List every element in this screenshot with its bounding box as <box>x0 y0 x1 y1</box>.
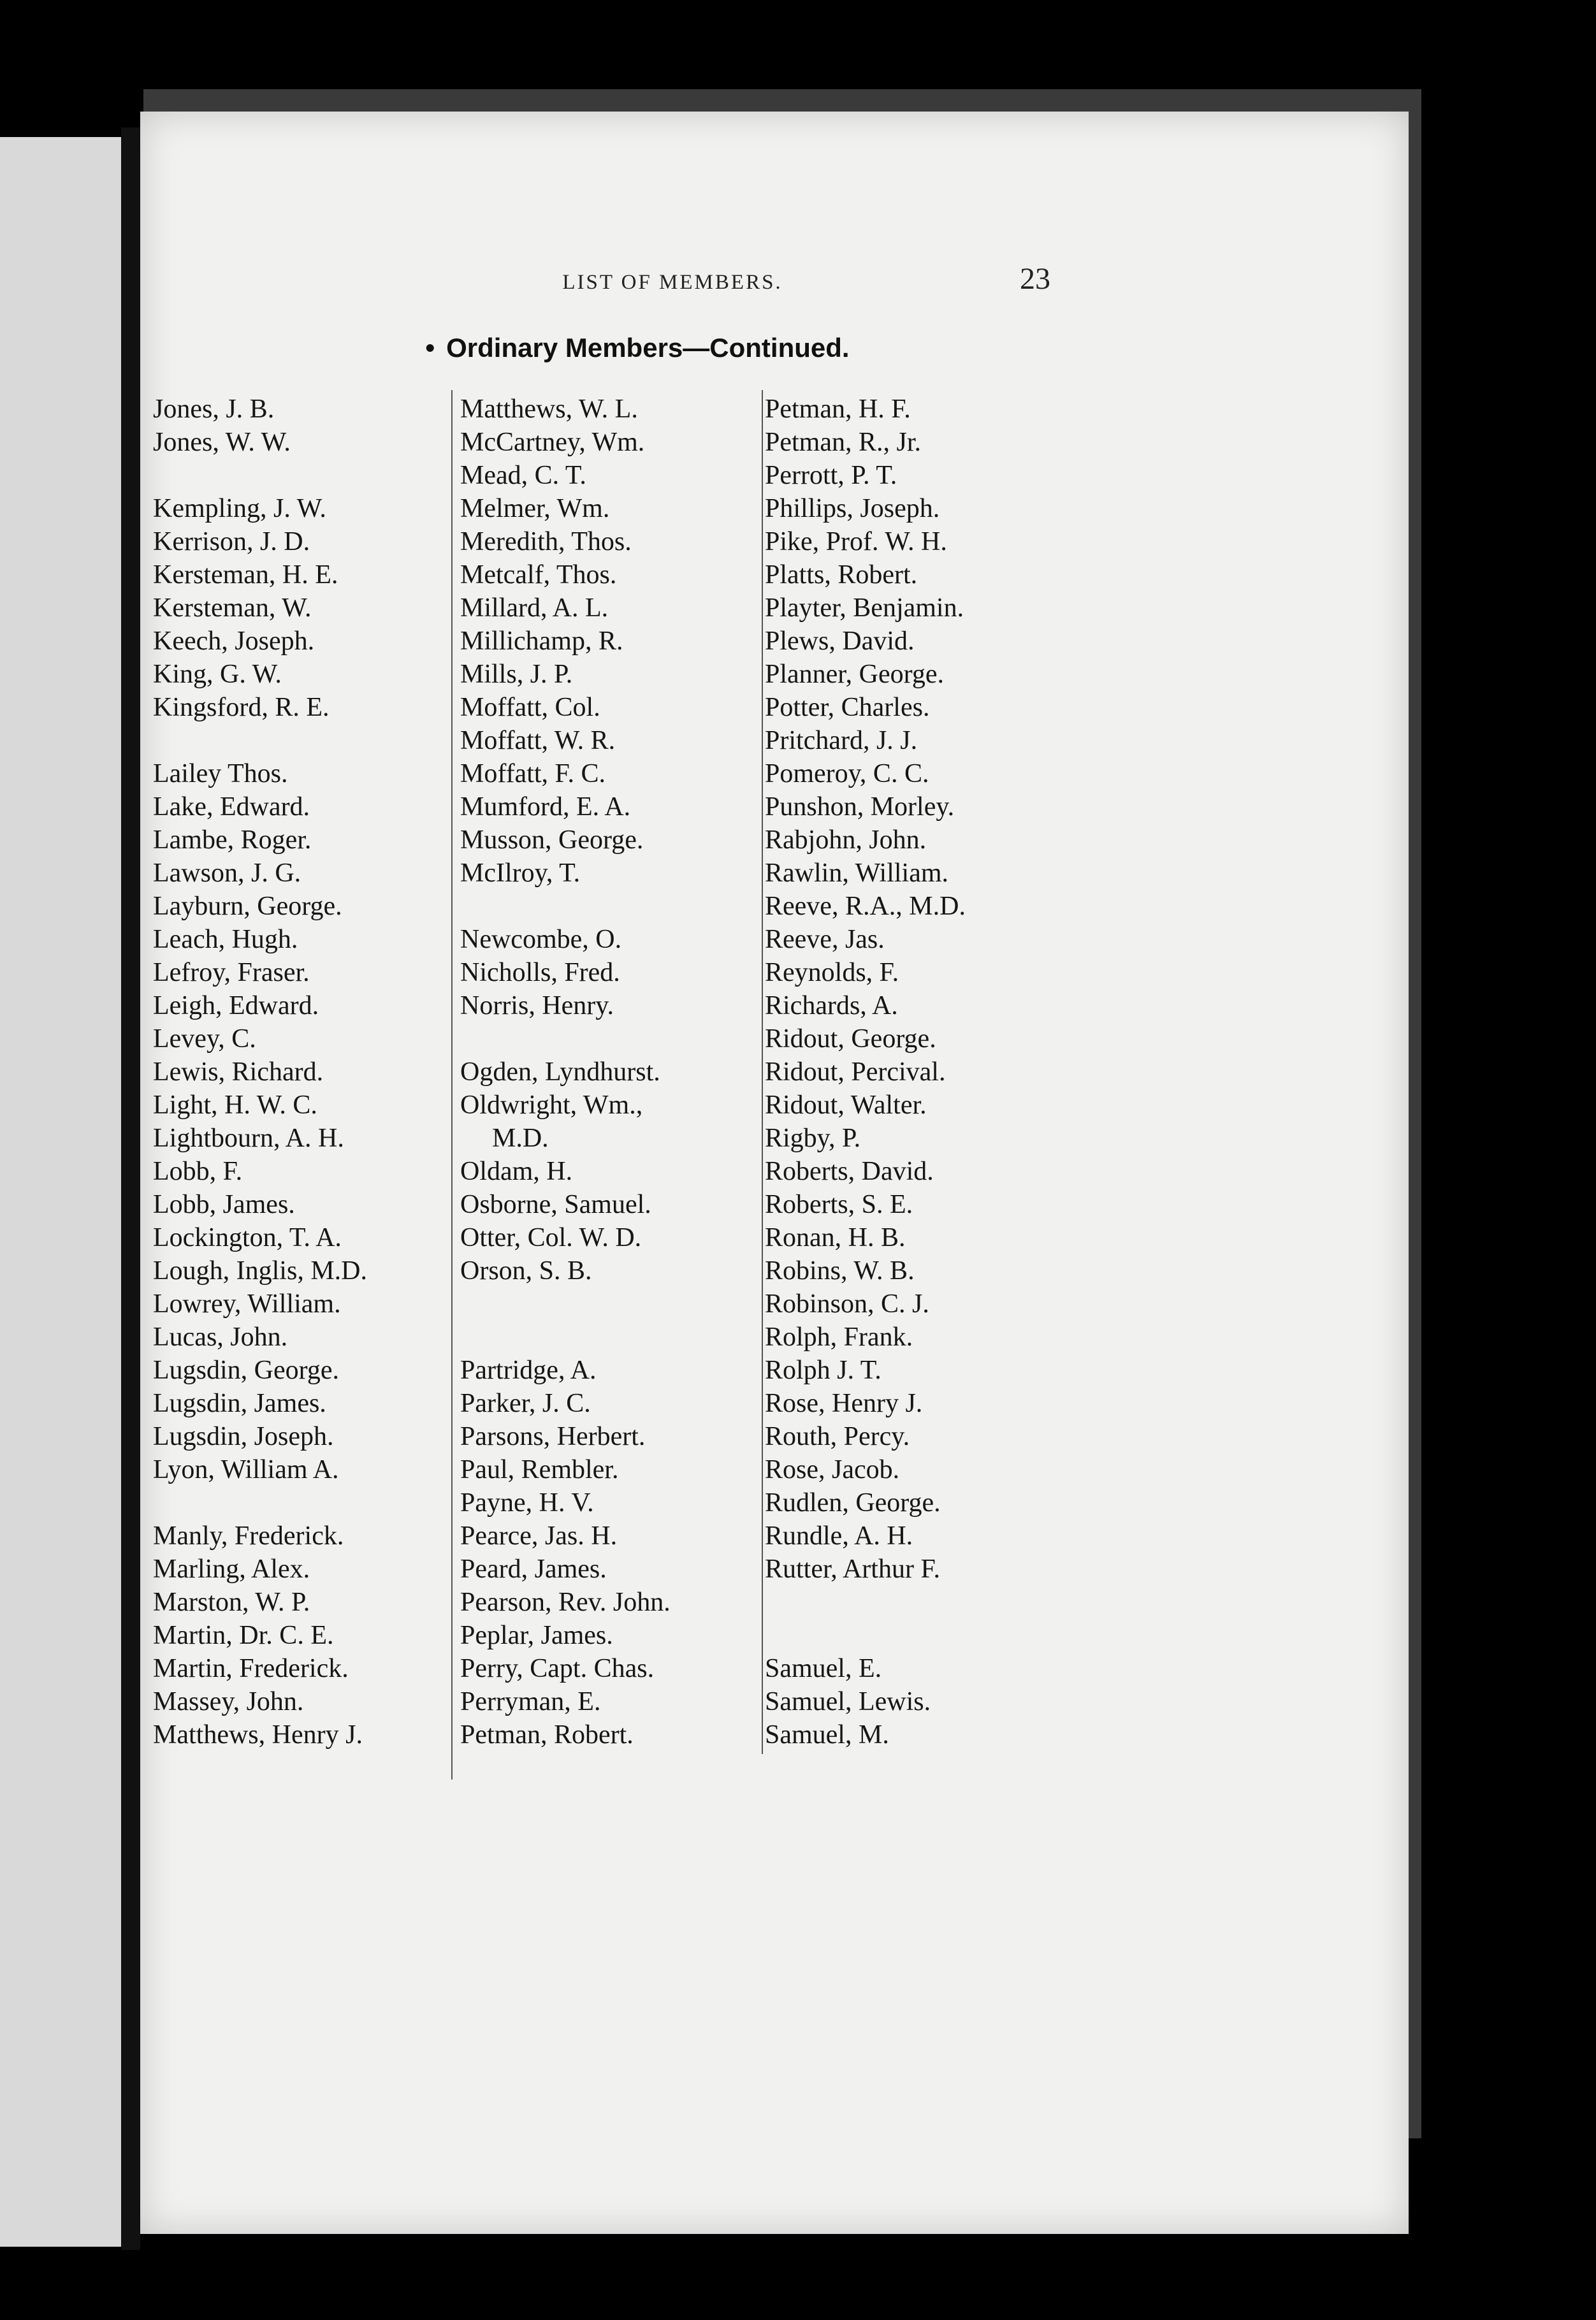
member-entry: Perry, Capt. Chas. <box>460 1654 655 1683</box>
member-entry: Planner, George. <box>765 660 944 689</box>
member-entry: Martin, Dr. C. E. <box>153 1621 334 1650</box>
left-page-edge <box>0 137 121 2247</box>
book-gutter <box>121 127 140 2250</box>
spacer-row <box>765 1619 1064 1652</box>
member-entry: Petman, R., Jr. <box>765 428 922 457</box>
member-entry: Otter, Col. W. D. <box>460 1223 642 1252</box>
spacer-row <box>153 724 453 757</box>
member-entry: Lucas, John. <box>153 1323 288 1352</box>
member-column-2 <box>460 393 763 1751</box>
member-entry: Matthews, Henry J. <box>153 1720 363 1750</box>
member-entry: Lightbourn, A. H. <box>153 1124 344 1153</box>
member-entry: Newcombe, O. <box>460 925 622 954</box>
member-entry: Peplar, James. <box>460 1621 613 1650</box>
member-entry: M.D. <box>492 1124 549 1153</box>
member-entry: Lugsdin, Joseph. <box>153 1422 334 1451</box>
member-entry: Ogden, Lyndhurst. <box>460 1057 660 1087</box>
member-entry: Rose, Henry J. <box>765 1389 923 1418</box>
member-entry: Lowrey, William. <box>153 1289 341 1319</box>
member-entry: Rudlen, George. <box>765 1488 941 1518</box>
member-entry: Ridout, Walter. <box>765 1091 927 1120</box>
member-entry: Leigh, Edward. <box>153 991 319 1020</box>
member-entry: Lake, Edward. <box>153 792 310 822</box>
member-entry: Lefroy, Fraser. <box>153 958 310 987</box>
member-entry: Musson, George. <box>460 825 644 855</box>
member-entry: Moffatt, Col. <box>460 693 600 722</box>
member-entry: Reynolds, F. <box>765 958 899 987</box>
member-entry: Rolph J. T. <box>765 1356 881 1385</box>
page-number: 23 <box>1020 262 1050 296</box>
member-entry: Millichamp, R. <box>460 627 623 656</box>
member-entry: Manly, Frederick. <box>153 1521 344 1551</box>
member-entry: Playter, Benjamin. <box>765 593 964 623</box>
member-entry: Meredith, Thos. <box>460 527 632 556</box>
member-entry: Lawson, J. G. <box>153 859 301 888</box>
member-entry: Punshon, Morley. <box>765 792 955 822</box>
member-entry: Partridge, A. <box>460 1356 597 1385</box>
member-entry: Rabjohn, John. <box>765 825 927 855</box>
member-entry: Kersteman, W. <box>153 593 312 623</box>
member-entry: Paul, Rembler. <box>460 1455 619 1484</box>
member-entry: Mead, C. T. <box>460 461 586 490</box>
member-entry: Light, H. W. C. <box>153 1091 317 1120</box>
member-entry: Rawlin, William. <box>765 859 949 888</box>
member-entry: Lough, Inglis, M.D. <box>153 1256 367 1286</box>
member-entry: Lockington, T. A. <box>153 1223 342 1252</box>
member-entry: Samuel, E. <box>765 1654 882 1683</box>
member-entry: Rutter, Arthur F. <box>765 1555 940 1584</box>
member-entry: Marling, Alex. <box>153 1555 310 1584</box>
member-entry: Lugsdin, James. <box>153 1389 326 1418</box>
member-entry: Metcalf, Thos. <box>460 560 617 590</box>
member-entry: Kerrison, J. D. <box>153 527 310 556</box>
member-entry: Peard, James. <box>460 1555 607 1584</box>
member-entry: Petman, Robert. <box>460 1720 634 1750</box>
member-entry: Rundle, A. H. <box>765 1521 913 1551</box>
member-column-3 <box>765 393 1064 1751</box>
member-entry: Reeve, R.A., M.D. <box>765 892 966 921</box>
member-entry: Pomeroy, C. C. <box>765 759 929 788</box>
member-entry: Roberts, S. E. <box>765 1190 913 1219</box>
member-entry: Rigby, P. <box>765 1124 861 1153</box>
member-entry: Millard, A. L. <box>460 593 609 623</box>
member-entry: Perryman, E. <box>460 1687 601 1716</box>
member-entry: Lyon, William A. <box>153 1455 339 1484</box>
member-entry: Oldwright, Wm., <box>460 1091 643 1120</box>
section-heading-text: Ordinary Members—Continued. <box>446 333 850 363</box>
spacer-row <box>153 459 453 492</box>
member-entry: Payne, H. V. <box>460 1488 594 1518</box>
spacer-row <box>765 1586 1064 1619</box>
member-entry: Reeve, Jas. <box>765 925 885 954</box>
member-entry: Parsons, Herbert. <box>460 1422 646 1451</box>
member-entry: Routh, Percy. <box>765 1422 910 1451</box>
spacer-row <box>153 1486 453 1519</box>
member-entry: Lewis, Richard. <box>153 1057 324 1087</box>
member-entry: McIlroy, T. <box>460 859 581 888</box>
spacer-row <box>460 1287 763 1321</box>
member-entry: Keech, Joseph. <box>153 627 315 656</box>
member-entry: Oldam, H. <box>460 1157 573 1186</box>
member-entry: Platts, Robert. <box>765 560 918 590</box>
running-head: LIST OF MEMBERS. <box>562 271 783 294</box>
member-entry: Rose, Jacob. <box>765 1455 900 1484</box>
member-entry: Lambe, Roger. <box>153 825 312 855</box>
member-entry: Kingsford, R. E. <box>153 693 330 722</box>
member-entry: Perrott, P. T. <box>765 461 897 490</box>
member-entry: Pearce, Jas. H. <box>460 1521 618 1551</box>
member-entry: Richards, A. <box>765 991 898 1020</box>
member-entry: Parker, J. C. <box>460 1389 591 1418</box>
member-entry: Kempling, J. W. <box>153 494 326 523</box>
section-heading <box>319 333 956 363</box>
member-entry: Robins, W. B. <box>765 1256 915 1286</box>
member-entry: Jones, J. B. <box>153 395 275 424</box>
member-entry: Pike, Prof. W. H. <box>765 527 947 556</box>
member-entry: Ridout, Percival. <box>765 1057 946 1087</box>
member-entry: Moffatt, W. R. <box>460 726 616 755</box>
member-entry: Orson, S. B. <box>460 1256 592 1286</box>
member-entry: Pritchard, J. J. <box>765 726 918 755</box>
member-entry: Samuel, M. <box>765 1720 889 1750</box>
member-entry: Ridout, George. <box>765 1024 936 1054</box>
spacer-row <box>460 890 763 923</box>
member-entry: Mumford, E. A. <box>460 792 631 822</box>
member-entry: Nicholls, Fred. <box>460 958 620 987</box>
spacer-row <box>460 1022 763 1055</box>
member-entry: Samuel, Lewis. <box>765 1687 931 1716</box>
member-entry: Phillips, Joseph. <box>765 494 940 523</box>
member-entry: Moffatt, F. C. <box>460 759 606 788</box>
member-entry: Plews, David. <box>765 627 915 656</box>
member-entry: Martin, Frederick. <box>153 1654 349 1683</box>
member-entry: Mills, J. P. <box>460 660 573 689</box>
member-entry: Ronan, H. B. <box>765 1223 906 1252</box>
member-entry: Potter, Charles. <box>765 693 930 722</box>
member-entry: Kersteman, H. E. <box>153 560 338 590</box>
member-entry: Levey, C. <box>153 1024 256 1054</box>
member-entry: Lugsdin, George. <box>153 1356 340 1385</box>
member-entry: Melmer, Wm. <box>460 494 610 523</box>
member-column-1 <box>153 393 453 1751</box>
member-entry: Robinson, C. J. <box>765 1289 929 1319</box>
member-entry: Lailey Thos. <box>153 759 288 788</box>
member-entry: Lobb, James. <box>153 1190 295 1219</box>
member-entry: Rolph, Frank. <box>765 1323 913 1352</box>
member-entry: Norris, Henry. <box>460 991 614 1020</box>
member-entry: Layburn, George. <box>153 892 342 921</box>
member-entry: Matthews, W. L. <box>460 395 638 424</box>
member-entry: Petman, H. F. <box>765 395 911 424</box>
member-entry: Massey, John. <box>153 1687 304 1716</box>
member-entry: Marston, W. P. <box>153 1588 310 1617</box>
member-entry: Osborne, Samuel. <box>460 1190 651 1219</box>
member-entry: Roberts, David. <box>765 1157 934 1186</box>
member-entry: Leach, Hugh. <box>153 925 298 954</box>
member-entry: Pearson, Rev. John. <box>460 1588 671 1617</box>
member-entry: Jones, W. W. <box>153 428 291 457</box>
bullet-icon: • <box>425 333 435 363</box>
member-entry: Lobb, F. <box>153 1157 243 1186</box>
spacer-row <box>460 1321 763 1354</box>
member-entry: King, G. W. <box>153 660 282 689</box>
member-entry: McCartney, Wm. <box>460 428 645 457</box>
